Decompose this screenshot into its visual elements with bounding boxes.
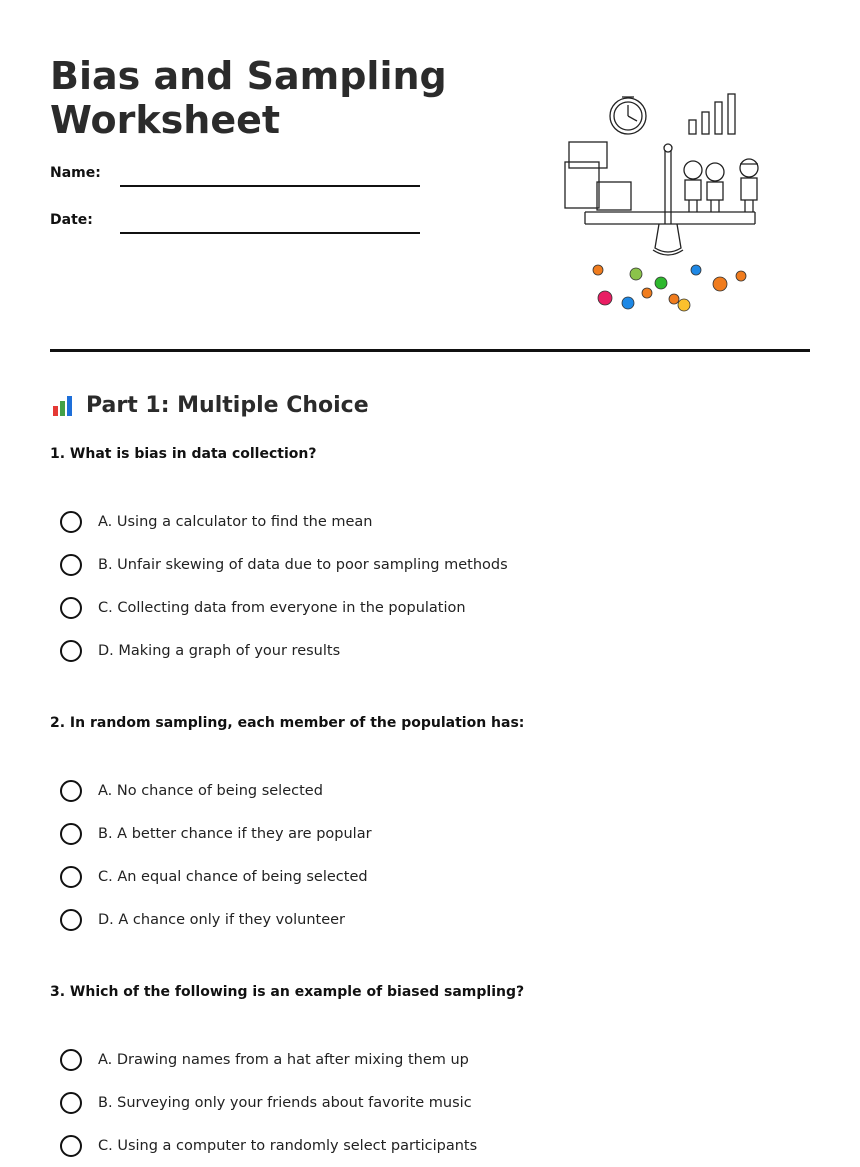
- option-a[interactable]: [60, 769, 760, 812]
- question-3: [50, 982, 810, 1154]
- question-1: [50, 444, 810, 659]
- radio-button[interactable]: [60, 640, 82, 662]
- name-blank-line[interactable]: [120, 185, 420, 187]
- date-field[interactable]: [50, 208, 420, 238]
- answer-options: [60, 769, 760, 941]
- worksheet-title: [50, 54, 470, 142]
- bar-chart-icon: [50, 392, 76, 418]
- answer-options: [60, 1038, 760, 1167]
- children-icon: [684, 159, 758, 212]
- radio-button[interactable]: [60, 1092, 82, 1114]
- option-label: B. Surveying only your friends about favorite music: [98, 1094, 472, 1111]
- title-line-2: Worksheet: [50, 98, 281, 142]
- radio-button[interactable]: [60, 780, 82, 802]
- option-a[interactable]: [60, 500, 760, 543]
- question-2: [50, 713, 810, 928]
- bar-graph-icon: [689, 94, 735, 134]
- option-label: D. Making a graph of your results: [98, 642, 341, 659]
- boxes-icon: [565, 142, 631, 210]
- radio-button[interactable]: [60, 554, 82, 576]
- radio-button[interactable]: [60, 823, 82, 845]
- answer-options: [60, 500, 760, 672]
- option-d[interactable]: [60, 898, 760, 941]
- clock-icon: [610, 97, 646, 134]
- option-label: A. No chance of being selected: [98, 782, 323, 799]
- title-line-1: Bias and Sampling: [50, 54, 447, 98]
- name-field[interactable]: [50, 161, 420, 191]
- radio-button[interactable]: [60, 1135, 82, 1157]
- option-label: A. Drawing names from a hat after mixing them up: [98, 1051, 469, 1068]
- option-c[interactable]: [60, 855, 760, 898]
- radio-button[interactable]: [60, 597, 82, 619]
- option-label: C. An equal chance of being selected: [98, 868, 368, 885]
- question-text: 3. Which of the following is an example of biased sampling?: [50, 984, 525, 1000]
- radio-button[interactable]: [60, 1049, 82, 1071]
- option-a[interactable]: [60, 1038, 760, 1081]
- name-label: Name:: [50, 165, 101, 181]
- option-label: C. Collecting data from everyone in the population: [98, 599, 466, 616]
- option-d[interactable]: [60, 629, 760, 672]
- marbles-icon: [593, 265, 746, 311]
- balance-scale-icon: [585, 144, 755, 255]
- part1-header: [50, 388, 369, 422]
- option-label: B. Unfair skewing of data due to poor sampling methods: [98, 556, 508, 573]
- option-label: B. A better chance if they are popular: [98, 825, 372, 842]
- radio-button[interactable]: [60, 511, 82, 533]
- option-b[interactable]: [60, 1081, 760, 1124]
- option-c[interactable]: [60, 586, 760, 629]
- option-label: A. Using a calculator to find the mean: [98, 513, 373, 530]
- date-label: Date:: [50, 212, 93, 228]
- radio-button[interactable]: [60, 909, 82, 931]
- radio-button[interactable]: [60, 866, 82, 888]
- option-b[interactable]: [60, 543, 760, 586]
- question-text: 2. In random sampling, each member of the population has:: [50, 715, 525, 731]
- date-blank-line[interactable]: [120, 232, 420, 234]
- sampling-illustration: [555, 88, 785, 318]
- part1-title: Part 1: Multiple Choice: [86, 392, 369, 418]
- option-label: C. Using a computer to randomly select participants: [98, 1137, 478, 1154]
- question-text: 1. What is bias in data collection?: [50, 446, 317, 462]
- option-label: D. A chance only if they volunteer: [98, 911, 346, 928]
- option-b[interactable]: [60, 812, 760, 855]
- section-divider: [50, 349, 810, 352]
